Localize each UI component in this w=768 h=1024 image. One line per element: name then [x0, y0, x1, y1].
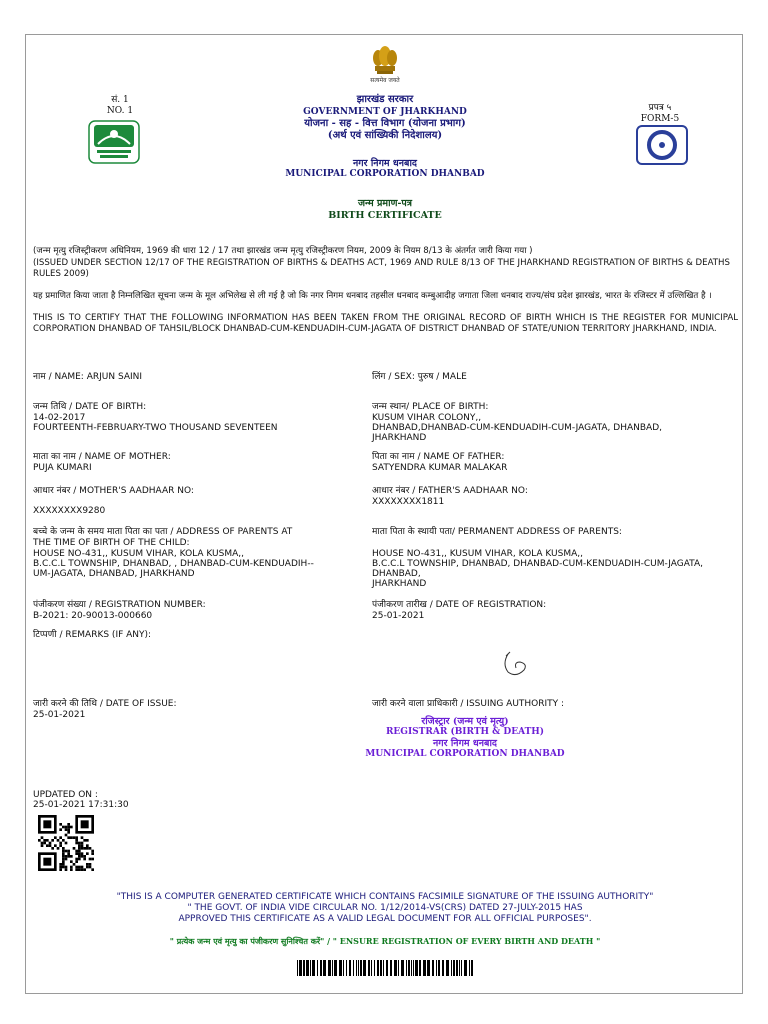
sex-field: लिंग / SEX: पुरुष / MALE	[372, 372, 467, 382]
registrar-english: REGISTRAR (BIRTH & DEATH)	[385, 727, 545, 737]
dept-hindi-2: (अर्थ एवं सांख्यिकी निदेशालय)	[327, 130, 443, 141]
crs-logo-icon	[636, 125, 688, 165]
remarks-label: टिप्पणी / REMARKS (IF ANY):	[33, 630, 152, 640]
govt-hindi: झारखंड सरकार	[356, 94, 414, 105]
registrar-corp-hindi: नगर निगम धनबाद	[433, 738, 497, 749]
certificate-title	[230, 198, 540, 222]
government-heading	[230, 94, 540, 142]
dept-hindi-1: योजना - सह - वित्त विभाग (योजना प्रभाग)	[304, 118, 466, 129]
form-no	[630, 103, 690, 125]
pob-label: जन्म स्थान/ PLACE OF BIRTH:	[372, 402, 489, 412]
corporation-heading	[230, 158, 540, 180]
birth-address-label-2: THE TIME OF BIRTH OF THE CHILD:	[33, 538, 190, 548]
title-hindi: जन्म प्रमाण-पत्र	[357, 198, 413, 209]
serial-no	[100, 95, 140, 117]
birth-address-line-2: B.C.C.L TOWNSHIP, DHANBAD, , DHANBAD-CUM-KENDUADIH--	[33, 559, 314, 569]
registration-number-label: पंजीकरण संख्या / REGISTRATION NUMBER:	[33, 600, 206, 610]
serial-no-hindi: सं. 1	[111, 95, 129, 105]
permanent-address-label: माता पिता के स्थायी पता/ PERMANENT ADDRESS OF PARENTS:	[372, 527, 622, 537]
certify-english: THIS IS TO CERTIFY THAT THE FOLLOWING INFORMATION HAS BEEN TAKEN FROM THE ORIGINAL RECORD OF BIRTH WHICH IS THE REGISTER FOR MUNICIPAL CORPORATION DHANBAD OF TAHSIL/BLOCK DHANBAD-CUM-KENDUADIH-CUM-JAGATA OF DISTRICT DHANBAD OF STATE/UNION TERRITORY JHARKHAND, INDIA.	[33, 313, 738, 334]
corp-hindi: नगर निगम धनबाद	[353, 158, 417, 169]
registrar-hindi: रजिस्ट्रार (जन्म एवं मृत्यु)	[421, 716, 509, 727]
dob-words: FOURTEENTH-FEBRUARY-TWO THOUSAND SEVENTEEN	[33, 423, 278, 433]
issued-under-english: (ISSUED UNDER SECTION 12/17 OF THE REGISTRATION OF BIRTHS & DEATHS ACT, 1969 AND RULE 8/13 OF THE JHARKHAND REGISTRATION OF BIRTHS & DEATHS RULES 2009)	[33, 258, 730, 279]
footer-notice-3: APPROVED THIS CERTIFICATE AS A VALID LEGAL DOCUMENT FOR ALL OFFICIAL PURPOSES".	[178, 914, 592, 924]
updated-on-label: UPDATED ON :	[33, 790, 98, 800]
pob-line-3: JHARKHAND	[372, 433, 427, 443]
corp-english: MUNICIPAL CORPORATION DHANBAD	[285, 169, 485, 179]
certify-hindi: यह प्रमाणित किया जाता है निम्नलिखित सूचना जन्म के मूल अभिलेख से ली गई है जो कि नगर निगम धनबाद तहसील धनबाद कम्बुआदीह जगाता जिला धनबाद राज्य/संघ प्रदेश झारखंड, भारत के रजिस्टर में उल्लिखित है ।	[33, 291, 712, 301]
govt-english: GOVERNMENT OF JHARKHAND	[303, 107, 467, 117]
registrar-block	[330, 716, 600, 760]
permanent-address-line-4: JHARKHAND	[372, 579, 427, 589]
issued-under-hindi: (जन्म मृत्यु रजिस्ट्रीकरण अधिनियम, 1969 की धारा 12 / 17 तथा झारखंड जन्म मृत्यु रजिस्ट्रीकरण नियम, 2009 के नियम 8/13 के अंतर्गत जारी किया गया )	[33, 246, 533, 256]
father-name-value: SATYENDRA KUMAR MALAKAR	[372, 463, 508, 473]
registrar-corp-english: MUNICIPAL CORPORATION DHANBAD	[365, 749, 565, 759]
registration-number-value: B-2021: 20-90013-000660	[33, 611, 153, 621]
dob-label: जन्म तिथि / DATE OF BIRTH:	[33, 402, 147, 412]
pob-line-1: KUSUM VIHAR COLONY,,	[372, 413, 482, 423]
footer-notice	[60, 892, 710, 925]
father-aadhaar-label: आधार नंबर / FATHER'S AADHAAR NO:	[372, 486, 528, 496]
mother-aadhaar-label: आधार नंबर / MOTHER'S AADHAAR NO:	[33, 486, 194, 496]
birth-address-line-3: UM-JAGATA, DHANBAD, JHARKHAND	[33, 569, 195, 579]
father-aadhaar-value: XXXXXXXX1811	[372, 497, 445, 507]
barcode-icon	[297, 960, 473, 976]
emblem-caption: सत्यमेव जयते	[370, 77, 400, 84]
father-name-label: पिता का नाम / NAME OF FATHER:	[372, 452, 505, 462]
registration-date-value: 25-01-2021	[372, 611, 425, 621]
jharkhand-logo-icon	[88, 120, 140, 164]
issue-date-value: 25-01-2021	[33, 710, 86, 720]
birth-address-line-1: HOUSE NO-431,, KUSUM VIHAR, KOLA KUSMA,,	[33, 549, 244, 559]
mother-aadhaar-value: XXXXXXXX9280	[33, 506, 106, 516]
footer-slogan: " प्रत्येक जन्म एवं मृत्यु का पंजीकरण सुनिश्चित करें" / " ENSURE REGISTRATION OF EVERY BIRTH AND DEATH "	[169, 936, 601, 946]
name-field: नाम / NAME: ARJUN SAINI	[33, 372, 143, 382]
qr-code-icon	[38, 815, 94, 871]
issuing-authority-label: जारी करने वाला प्राधिकारी / ISSUING AUTHORITY :	[372, 699, 565, 709]
footer-notice-1: "THIS IS A COMPUTER GENERATED CERTIFICATE WHICH CONTAINS FACSIMILE SIGNATURE OF THE ISSUING AUTHORITY"	[116, 892, 654, 902]
permanent-address-line-2: B.C.C.L TOWNSHIP, DHANBAD, DHANBAD-CUM-KENDUADIH-CUM-JAGATA,	[372, 559, 703, 569]
serial-no-english: NO. 1	[106, 106, 134, 116]
form-no-hindi: प्रपत्र ५	[648, 103, 672, 113]
permanent-address-line-1: HOUSE NO-431,, KUSUM VIHAR, KOLA KUSMA,,	[372, 549, 583, 559]
updated-on-value: 25-01-2021 17:31:30	[33, 800, 129, 810]
issue-date-label: जारी करने की तिथि / DATE OF ISSUE:	[33, 699, 177, 709]
mother-name-label: माता का नाम / NAME OF MOTHER:	[33, 452, 171, 462]
signature-icon	[498, 650, 534, 680]
birth-address-label-1: बच्चे के जन्म के समय माता पिता का पता / ADDRESS OF PARENTS AT	[33, 527, 293, 537]
mother-name-value: PUJA KUMARI	[33, 463, 92, 473]
pob-line-2: DHANBAD,DHANBAD-CUM-KENDUADIH-CUM-JAGATA, DHANBAD,	[372, 423, 662, 433]
footer-notice-2: " THE GOVT. OF INDIA VIDE CIRCULAR NO. 1/12/2014-VS(CRS) DATED 27-JULY-2015 HAS	[187, 903, 583, 913]
dob-value: 14-02-2017	[33, 413, 86, 423]
title-english: BIRTH CERTIFICATE	[328, 210, 442, 221]
form-no-english: FORM-5	[640, 114, 680, 124]
registration-date-label: पंजीकरण तारीख / DATE OF REGISTRATION:	[372, 600, 547, 610]
permanent-address-line-3: DHANBAD,	[372, 569, 421, 579]
